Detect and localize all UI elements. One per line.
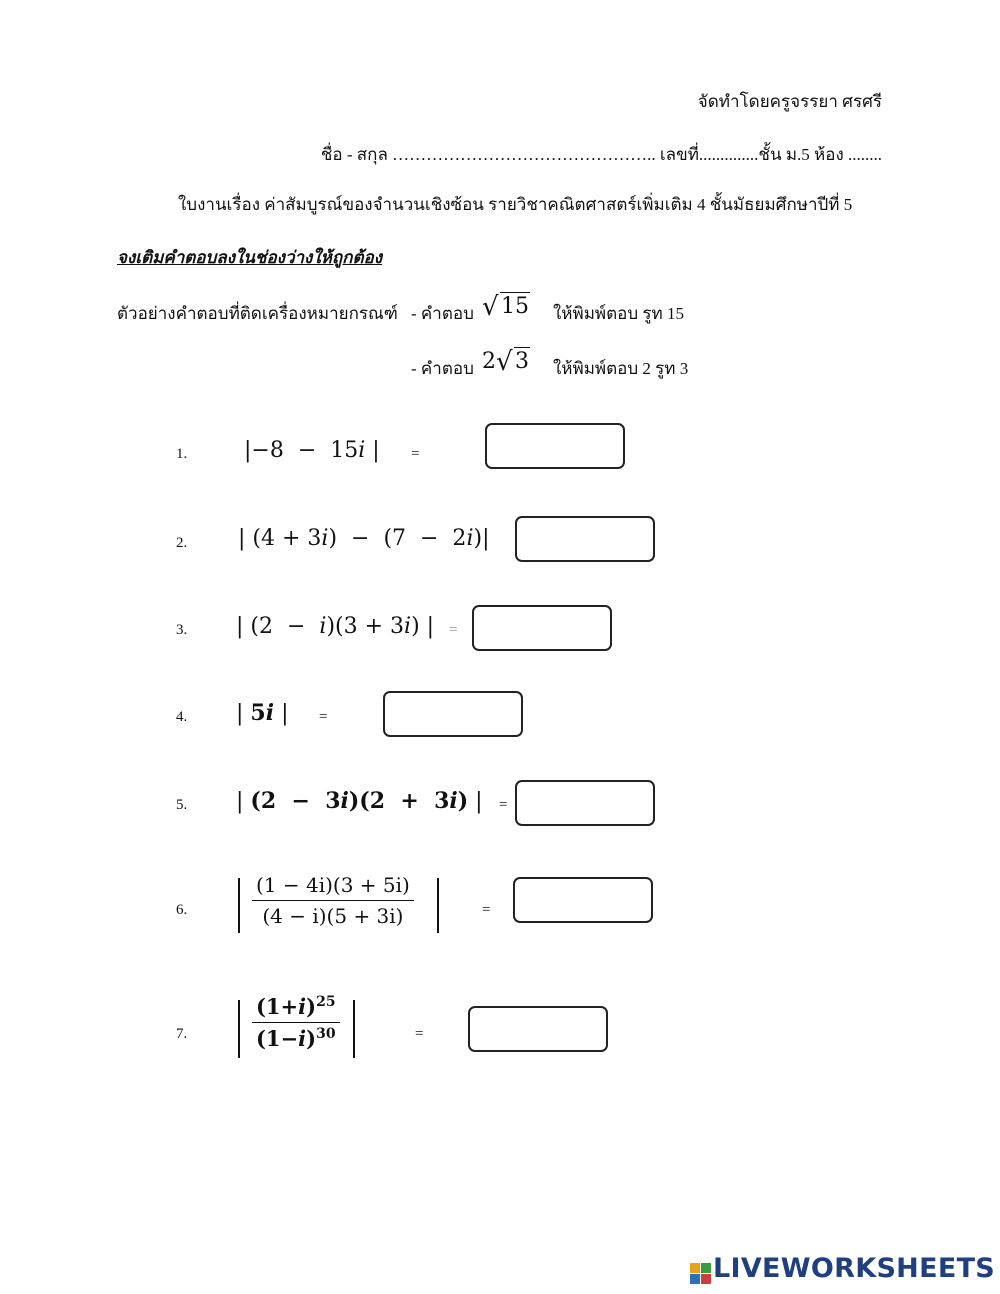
badge-cell xyxy=(690,1274,700,1284)
question-7-fraction xyxy=(252,994,340,1051)
instruction: จงเติมคำตอบลงในช่องว่างให้ถูกต้อง xyxy=(117,248,383,267)
example-2-radicand: 3 xyxy=(515,349,529,374)
question-7-denominator: $(1-i)^{30}$ xyxy=(256,1026,336,1051)
example-2-prefix: - คำตอบ xyxy=(411,359,474,378)
liveworksheets-logo xyxy=(690,1253,995,1284)
answer-input-5[interactable] xyxy=(515,780,655,826)
answer-input-6[interactable] xyxy=(513,877,653,923)
answer-input-7[interactable] xyxy=(468,1006,608,1052)
name-line: ชื่อ - สกุล ……………………………………….. เลขที่..............ชั้น ม.5 ห้อง ........ xyxy=(320,145,882,164)
example-2-coef: 2 xyxy=(482,349,496,374)
worksheet-title: ใบงานเรื่อง ค่าสัมบูรณ์ของจำนวนเชิงซ้อน รายวิชาคณิตศาสตร์เพิ่มเติม 4 ชั้นมัธยมศึกษาปีที่ 5 xyxy=(178,195,853,214)
answer-input-4[interactable] xyxy=(383,691,523,737)
badge-cell xyxy=(701,1263,711,1273)
example-lead: ตัวอย่างคำตอบที่ติดเครื่องหมายกรณฑ์ xyxy=(117,304,398,323)
abs-bar-right xyxy=(353,1000,355,1058)
question-7-number: 7. xyxy=(176,1026,188,1042)
question-7-equals: = xyxy=(415,1026,424,1042)
badge-cell xyxy=(701,1274,711,1284)
abs-bar-left xyxy=(238,878,240,933)
example-1-radicand: 15 xyxy=(501,294,529,319)
example-1-prefix: - คำตอบ xyxy=(411,304,474,323)
badge-cell xyxy=(690,1263,700,1273)
question-2-number: 2. xyxy=(176,535,188,551)
question-6-numerator: (1 − 4i)(3 + 5i) xyxy=(252,873,414,901)
question-7-numerator: $(1+i)^{25}$ xyxy=(252,994,340,1023)
question-3-expression: | (2 − i)(3 + 3i) | xyxy=(236,614,435,639)
question-6-fraction xyxy=(252,873,414,928)
question-4-equals: = xyxy=(319,709,328,725)
question-5-number: 5. xyxy=(176,797,188,813)
answer-input-1[interactable] xyxy=(485,423,625,469)
question-3-equals: = xyxy=(449,622,458,638)
example-1-note: ให้พิมพ์ตอบ รูท 15 xyxy=(553,304,685,323)
question-4-number: 4. xyxy=(176,709,188,725)
question-2-expression: | (4 + 3i) − (7 − 2i)| xyxy=(238,526,490,551)
sqrt-icon: √ 15 xyxy=(482,292,529,322)
abs-bar-left xyxy=(238,1000,240,1058)
logo-text: LIVEWORKSHEETS xyxy=(713,1253,996,1284)
abs-bar-right xyxy=(437,878,439,933)
answer-input-2[interactable] xyxy=(515,516,655,562)
question-6-denominator: (4 − i)(5 + 3i) xyxy=(262,904,404,928)
liveworksheets-badge-icon xyxy=(690,1263,711,1284)
author-credit: จัดทำโดยครูจรรยา ศรศรี xyxy=(697,92,882,111)
sqrt-icon: √ 3 xyxy=(496,347,529,377)
example-2-note: ให้พิมพ์ตอบ 2 รูท 3 xyxy=(553,359,689,378)
question-5-expression: | (2 − 3i)(2 + 3i) | xyxy=(236,788,483,814)
question-1-equals: = xyxy=(411,446,420,462)
question-1-expression: |−8 − 15i | xyxy=(244,438,380,463)
example-1-radical xyxy=(482,292,530,322)
question-5-equals: = xyxy=(499,797,508,813)
answer-input-3[interactable] xyxy=(472,605,612,651)
question-3-number: 3. xyxy=(176,622,188,638)
question-4-expression: | 5i | xyxy=(236,700,289,726)
question-6-number: 6. xyxy=(176,902,188,918)
question-1-number: 1. xyxy=(176,446,188,462)
example-2-radical xyxy=(482,347,530,377)
question-6-equals: = xyxy=(482,902,491,918)
